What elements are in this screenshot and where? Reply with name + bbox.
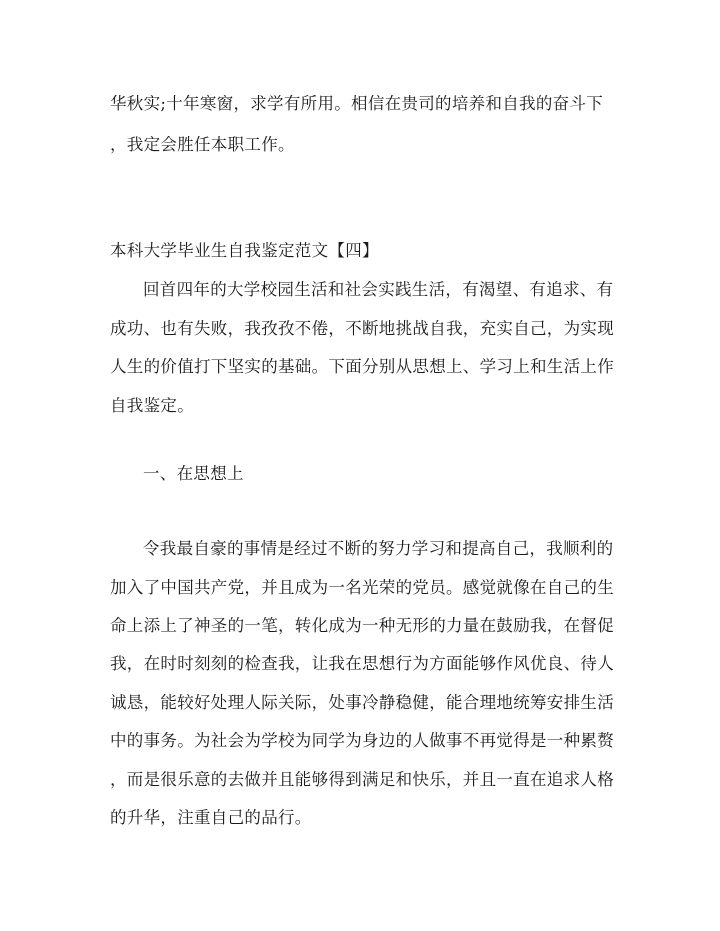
paragraph-2-line-4: 我，在时时刻刻的检查我，让我在思想行为方面能够作风优良、待人 bbox=[110, 654, 614, 673]
paragraph-1-line-3: 人生的价值打下坚实的基础。下面分别从思想上、学习上和生活上作 bbox=[110, 357, 614, 376]
paragraph-1-line-4: 自我鉴定。 bbox=[110, 396, 194, 415]
paragraph-2-line-7: ，而是很乐意的去做并且能够得到满足和快乐，并且一直在追求人格 bbox=[110, 770, 614, 789]
intro-line-2: ，我定会胜任本职工作。 bbox=[110, 135, 295, 154]
paragraph-2-line-1: 令我最自豪的事情是经过不断的努力学习和提高自己，我顺利的 bbox=[143, 539, 614, 558]
paragraph-1-line-1: 回首四年的大学校园生活和社会实践生活，有渴望、有追求、有 bbox=[143, 280, 614, 299]
paragraph-1-line-2: 成功、也有失败，我孜孜不倦，不断地挑战自我，充实自己，为实现 bbox=[110, 319, 614, 338]
subheading: 一、在思想上 bbox=[143, 464, 244, 483]
paragraph-2-line-3: 命上添上了神圣的一笔，转化成为一种无形的力量在鼓励我，在督促 bbox=[110, 616, 614, 635]
paragraph-2-line-2: 加入了中国共产党，并且成为一名光荣的党员。感觉就像在自己的生 bbox=[110, 578, 614, 597]
paragraph-2-line-5: 诚恳，能较好处理人际关际，处事冷静稳健，能合理地统筹安排生活 bbox=[110, 693, 614, 712]
intro-line-1: 华秋实;十年寒窗，求学有所用。相信在贵司的培养和自我的奋斗下 bbox=[110, 94, 604, 113]
paragraph-2-line-6: 中的事务。为社会为学校为同学为身边的人做事不再觉得是一种累赘 bbox=[110, 731, 614, 750]
paragraph-2-line-8: 的升华，注重自己的品行。 bbox=[110, 808, 312, 827]
section-title: 本科大学毕业生自我鉴定范文【四】 bbox=[110, 241, 379, 260]
